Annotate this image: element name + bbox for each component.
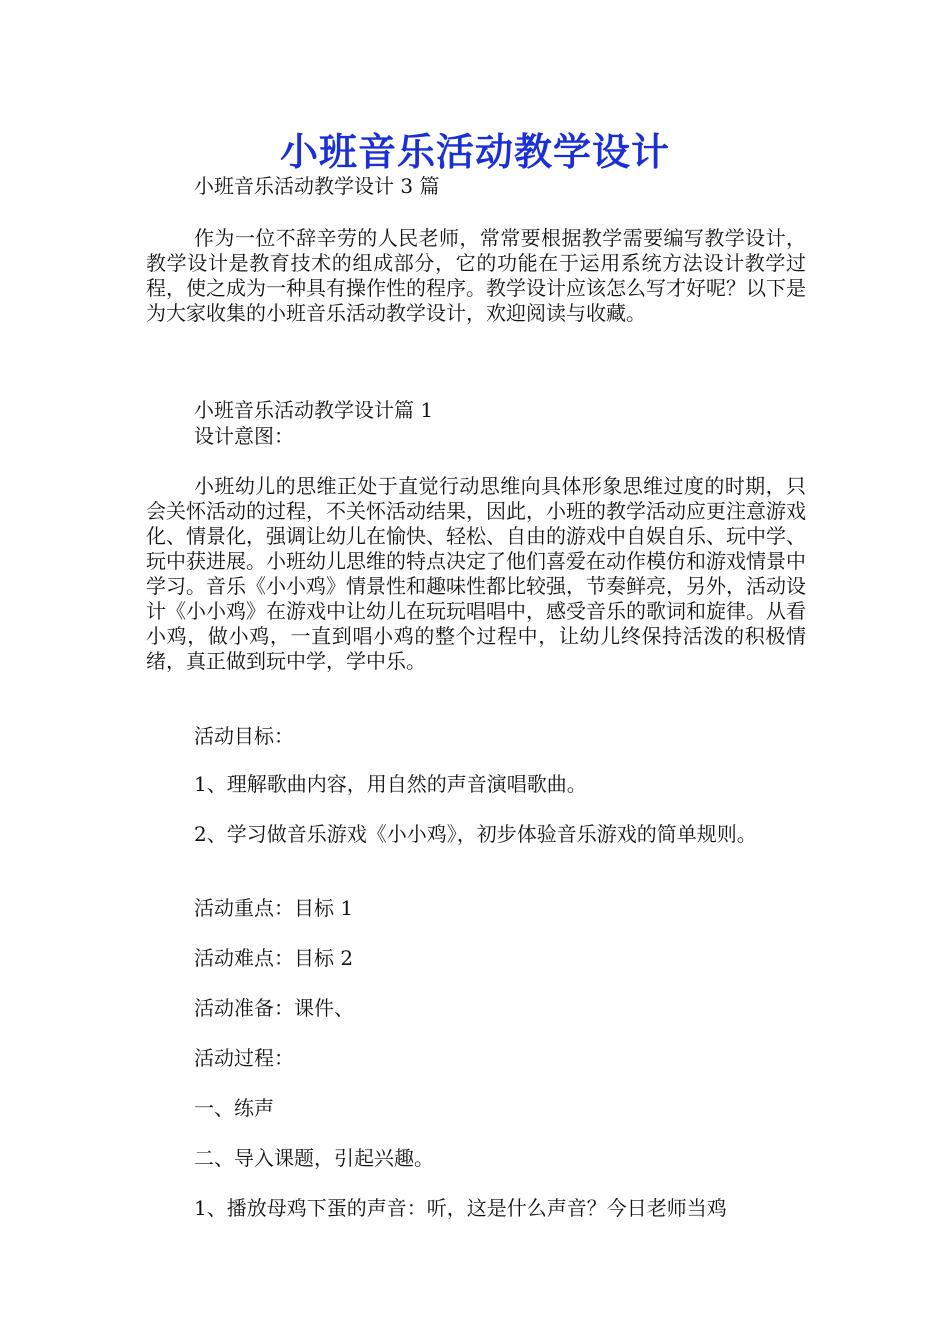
design-intent-paragraph: 小班幼儿的思维正处于直觉行动思维向具体形象思维过度的时期，只会关怀活动的过程，不关怀活动结果，因此，小班的教学活动应更注意游戏化、情景化，强调让幼儿在愉快、轻松、自由的游戏中自娱自乐、玩中学、玩中获进展。小班幼儿思维的特点决定了他们喜爱在动作模仿和游戏情景中学习。音乐《小小鸡》情景性和趣味性都比较强，节奏鲜亮，另外，活动设计《小小鸡》在游戏中让幼儿在玩玩唱唱中，感受音乐的歌词和旋律。从看小鸡，做小鸡，一直到唱小鸡的整个过程中，让幼儿终保持活泼的积极情绪，真正做到玩中学，学中乐。 (146, 474, 806, 673)
preparation: 活动准备：课件、 (194, 996, 354, 1020)
difficulty: 活动难点：目标 2 (194, 946, 354, 970)
goal-1: 1、理解歌曲内容，用自然的声音演唱歌曲。 (194, 772, 587, 796)
step-2: 二、导入课题，引起兴趣。 (194, 1146, 434, 1170)
process-label: 活动过程： (194, 1046, 294, 1070)
step-1: 一、练声 (194, 1096, 274, 1120)
step-2-1: 1、播放母鸡下蛋的声音：听，这是什么声音？今日老师当鸡 (194, 1196, 727, 1220)
document-title: 小班音乐活动教学设计 (279, 129, 670, 174)
goals-label: 活动目标： (194, 724, 294, 748)
intro-paragraph: 作为一位不辞辛劳的人民老师，常常要根据教学需要编写教学设计，教学设计是教育技术的组成部分，它的功能在于运用系统方法设计教学过程，使之成为一种具有操作性的程序。教学设计应该怎么写才好呢？以下是为大家收集的小班音乐活动教学设计，欢迎阅读与收藏。 (146, 226, 806, 325)
key-point: 活动重点：目标 1 (194, 896, 354, 920)
document-subtitle: 小班音乐活动教学设计 3 篇 (194, 174, 440, 198)
design-intent-label: 设计意图： (194, 424, 294, 448)
section-heading: 小班音乐活动教学设计篇 1 (194, 398, 434, 422)
goal-2: 2、学习做音乐游戏《小小鸡》，初步体验音乐游戏的简单规则。 (194, 822, 757, 846)
